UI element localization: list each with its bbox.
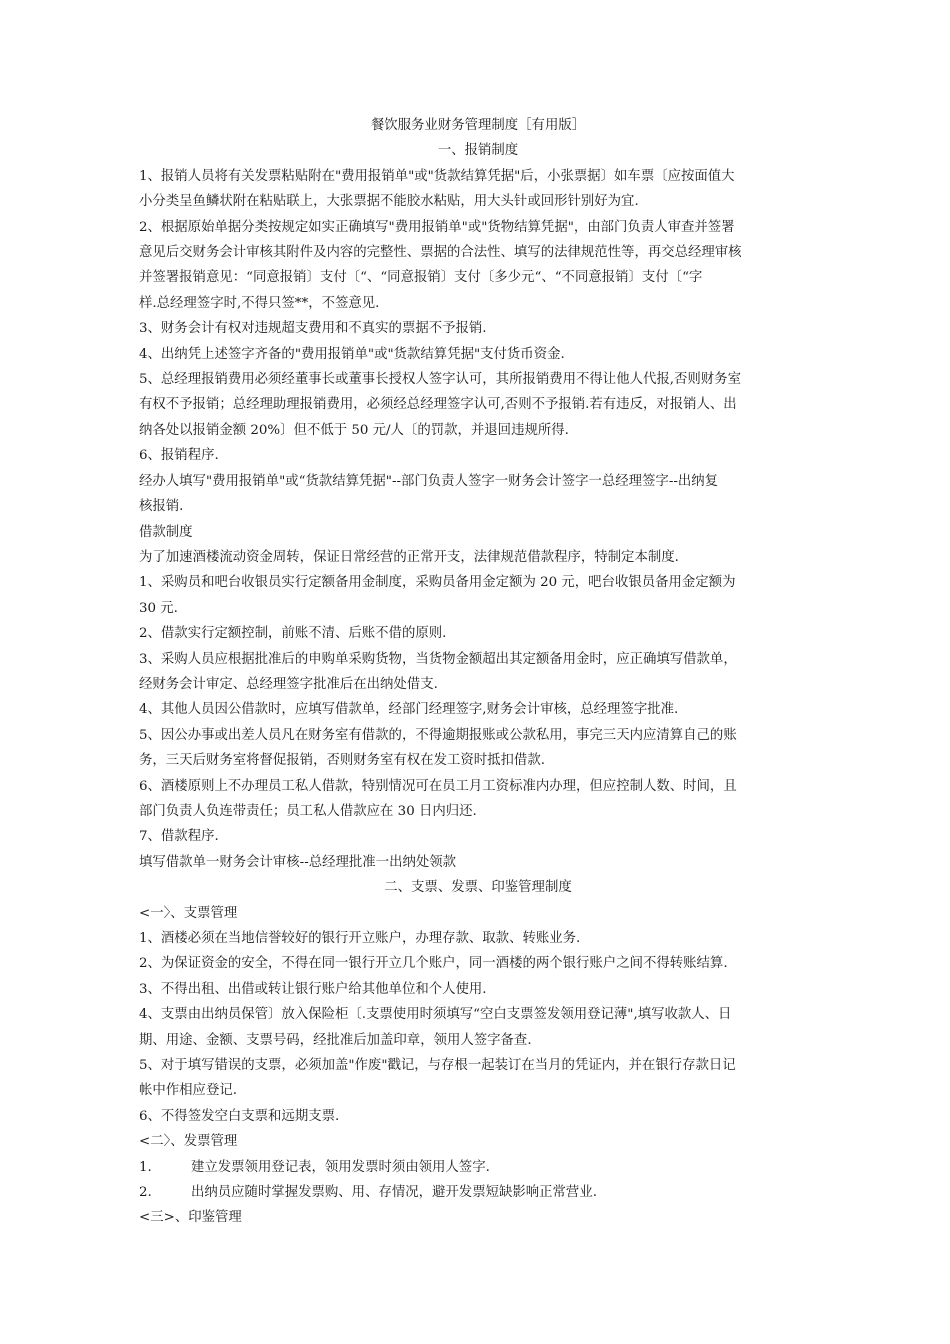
document-page	[139, 113, 817, 1231]
text-line: 务，三天后财务室将督促报销，否则财务室有权在发工资时抵扣借款.	[139, 753, 545, 769]
list-item-number: 2.	[139, 1185, 152, 1201]
section-heading-reimbursement: 一、报销制度	[437, 143, 519, 159]
text-line: 部门负责人负连带责任；员工私人借款应在 30 日内归还.	[139, 803, 477, 819]
text-line: 样.总经理签字时,不得只签**，不签意见.	[139, 295, 380, 311]
text-line: 为了加速酒楼流动资金周转，保证日常经营的正常开支，法律规范借款程序，特制定本制度.	[139, 549, 679, 565]
text-line: 2、为保证资金的安全，不得在同一银行开立几个账户，同一酒楼的两个银行账户之间不得转账结算.	[139, 956, 728, 972]
text-line: 4、支票由出纳员保管〕放入保险柜〔.支票使用时须填写“空白支票签发领用登记薄",填写收款人、日	[139, 1007, 732, 1023]
list-item-text: 出纳员应随时掌握发票购、用、存情况，避开发票短缺影响正常营业.	[191, 1185, 597, 1201]
text-line: 5、因公办事或出差人员凡在财务室有借款的，不得逾期报账或公款私用，事完三天内应清算自己的账	[139, 727, 737, 743]
text-line: 帐中作相应登记.	[139, 1083, 237, 1099]
document-title: 餐饮服务业财务管理制度［有用版］	[370, 118, 586, 133]
text-line: 3、财务会计有权对违规超支费用和不真实的票据不予报销.	[139, 321, 487, 337]
text-line: 1、采购员和吧台收银员实行定额备用金制度，采购员备用金定额为 20 元，吧台收银员备用金定额为	[139, 575, 736, 591]
subsection-heading-loans: 借款制度	[139, 524, 193, 540]
text-line: 小分类呈鱼鳞状附在粘贴联上，大张票据不能胶水粘贴，用大头针或回形针别好为宜.	[139, 194, 639, 210]
text-line: 5、总经理报销费用必须经董事长或董事长授权人签字认可，其所报销费用不得让他人代报,否则财务室	[139, 372, 741, 388]
text-line: 意见后交财务会计审核其附件及内容的完整性、票据的合法性、填写的法律规范性等，再交总经理审核	[139, 245, 742, 261]
text-line: 6、报销程序.	[139, 448, 219, 464]
text-line: 核报销.	[139, 499, 184, 515]
text-line: 1、报销人员将有关发票粘贴附在"费用报销单"或"货款结算凭据"后，小张票据〕如车票〔应按面值大	[139, 168, 735, 184]
section-heading-cheques-invoices-seals: 二、支票、发票、印鉴管理制度	[384, 880, 572, 896]
text-line: 7、借款程序.	[139, 829, 219, 845]
section-body-cheques-invoices	[139, 901, 817, 1155]
subsection-heading-cheques: <一〉、支票管理	[139, 905, 238, 921]
list-item-number: 1.	[139, 1159, 152, 1175]
list-item	[139, 1155, 817, 1180]
text-line: 4、其他人员因公借款时，应填写借款单，经部门经理签字,财务会计审核，总经理签字批准.	[139, 702, 679, 718]
text-line: 6、不得签发空白支票和远期支票.	[139, 1108, 340, 1124]
text-line: 期、用途、金额、支票号码，经批准后加盖印章，领用人签字备查.	[139, 1032, 532, 1048]
list-item	[139, 1180, 817, 1205]
subsection-heading-seals: <三>、印鉴管理	[139, 1210, 242, 1226]
text-line: 5、对于填写错误的支票，必须加盖"作废"戳记，与存根一起装订在当月的凭证内，并在银行存款日记	[139, 1058, 736, 1074]
text-line: 2、根据原始单据分类按规定如实正确填写"费用报销单"或"货物结算凭据"，由部门负责人审查并签署	[139, 219, 735, 235]
text-line: 30 元.	[139, 600, 178, 616]
text-line: 3、不得出租、出借或转让银行账户给其他单位和个人使用.	[139, 981, 487, 997]
text-line: 纳各处以报销金额 20%〕但不低于 50 元/人〔的罚款，并退回违规所得.	[139, 422, 569, 438]
text-line: 3、采购人员应根据批准后的申购单采购货物，当货物金额超出其定额备用金时，应正确填写借款单，	[139, 651, 737, 667]
section-body-reimbursement-and-loans	[139, 164, 817, 875]
text-line: 并签署报销意见：“同意报销〕支付〔“、“同意报销〕支付〔多少元“、“不同意报销〕支付〔“字	[139, 270, 703, 286]
text-line: 6、酒楼原则上不办理员工私人借款，特别情况可在员工月工资标准内办理，但应控制人数、时间，且	[139, 778, 737, 794]
subsection-heading-invoices: <二〉、发票管理	[139, 1134, 238, 1150]
text-line: 经财务会计审定、总经理签字批准后在出纳处借支.	[139, 676, 438, 692]
invoice-numbered-list	[139, 1155, 817, 1206]
text-line: 填写借款单一财务会计审核--总经理批准一出纳处领款	[139, 854, 457, 870]
text-line: 经办人填写"费用报销单"或“货款结算凭据"--部门负责人签字一财务会计签字一总经理签字--出纳复	[139, 473, 719, 489]
text-line: 2、借款实行定额控制，前账不清、后账不借的原则.	[139, 626, 447, 642]
text-line: 1、酒楼必须在当地信誉较好的银行开立账户，办理存款、取款、转账业务.	[139, 931, 581, 946]
list-item-text: 建立发票领用登记表，领用发票时须由领用人签字.	[191, 1159, 490, 1175]
text-line: 有权不予报销；总经理助理报销费用，必须经总经理签字认可,否则不予报销.若有违反，对报销人、出	[139, 397, 737, 413]
text-line: 4、出纳凭上述签字齐备的"费用报销单"或"货款结算凭据"支付货币资金.	[139, 346, 565, 362]
